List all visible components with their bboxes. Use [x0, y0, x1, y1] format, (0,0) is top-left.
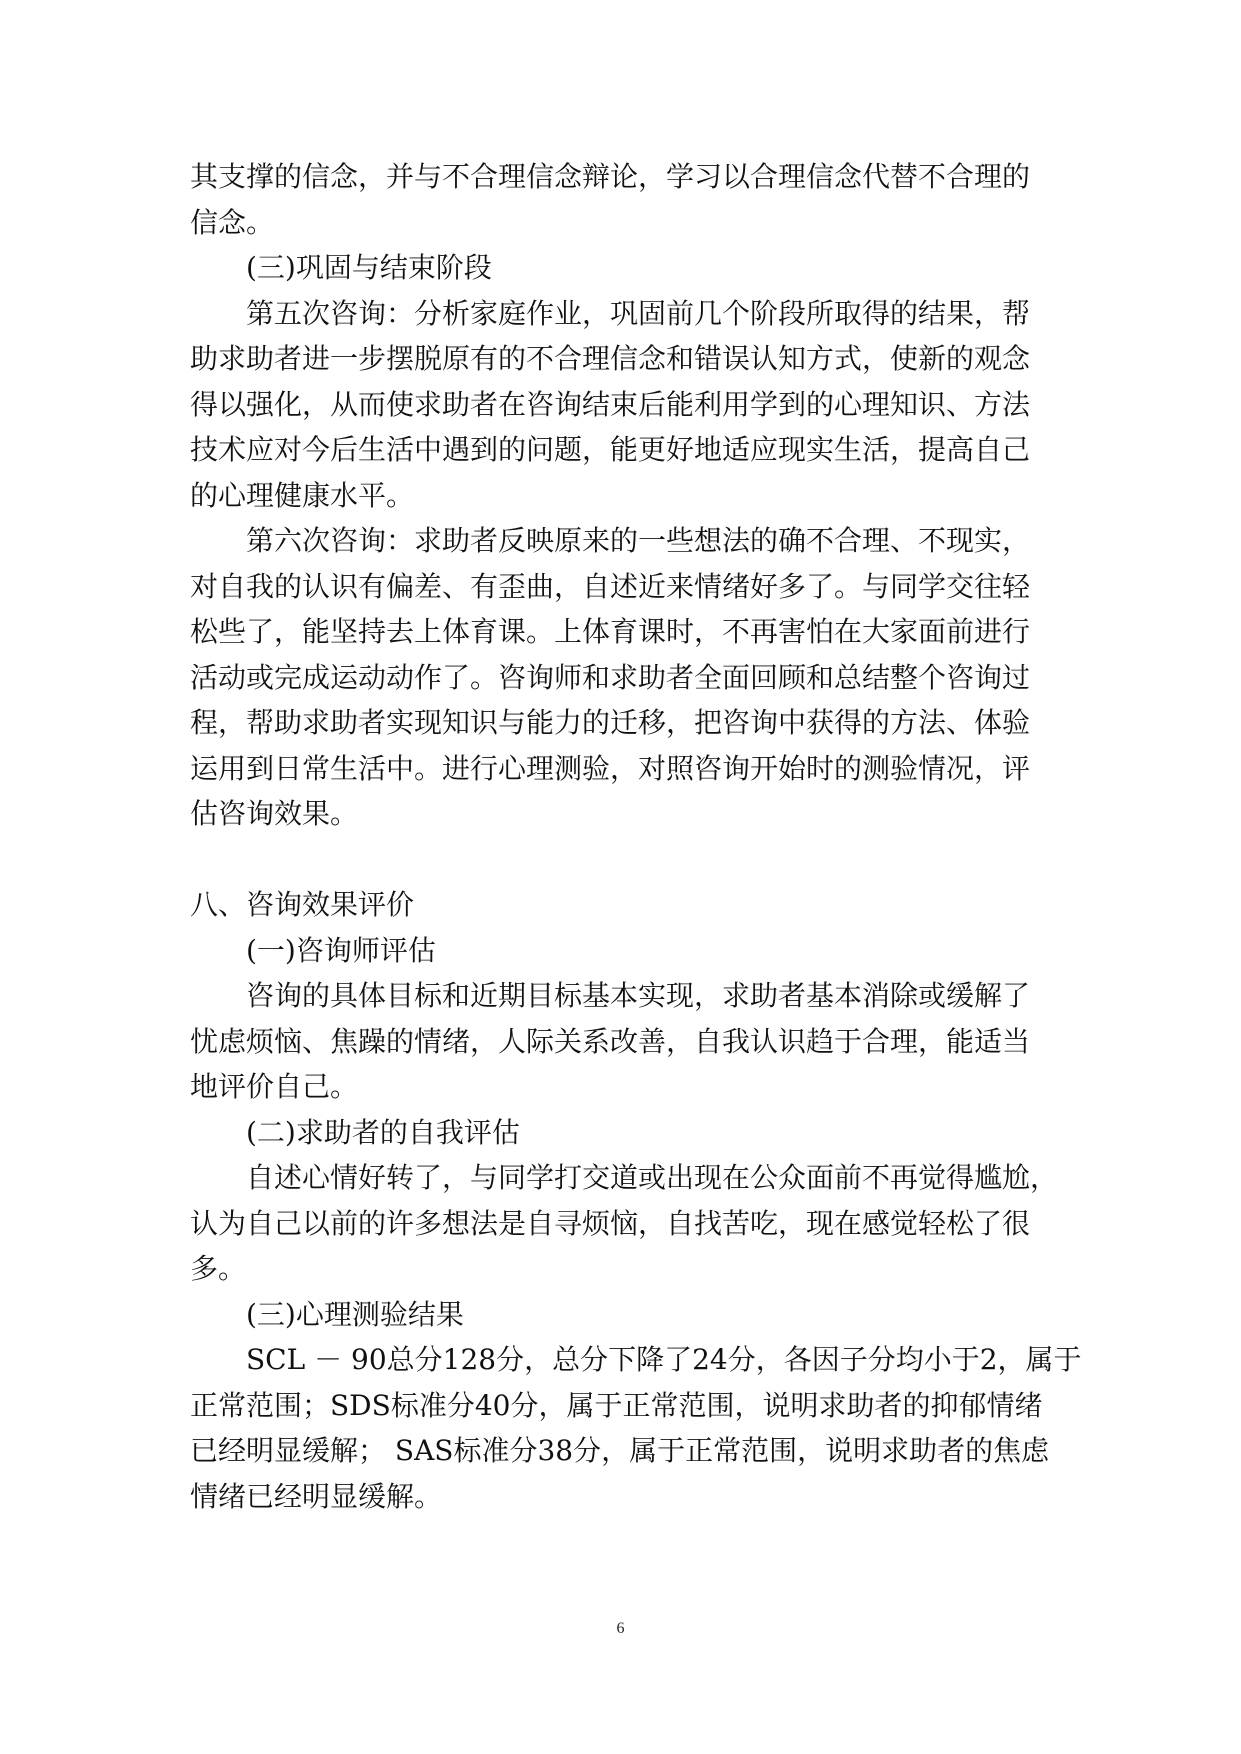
text-line: 第五次咨询：分析家庭作业，巩固前几个阶段所取得的结果，帮	[246, 296, 1031, 330]
text-line: 估咨询效果。	[190, 797, 359, 830]
text-line: 咨询的具体目标和近期目标基本实现，求助者基本消除或缓解了	[246, 979, 1031, 1012]
text-line: (一)咨询师评估	[246, 933, 436, 967]
text-line: (三)心理测验结果	[246, 1297, 464, 1331]
text-line: 已经明显缓解； SAS标准分38分，属于正常范围，说明求助者的焦虑	[190, 1434, 1050, 1467]
text-line: 的心理健康水平。	[190, 478, 415, 512]
text-line: (三)巩固与结束阶段	[246, 251, 492, 284]
text-line: 认为自己以前的许多想法是自寻烦恼，自找苦吃，现在感觉轻松了很	[190, 1206, 1031, 1240]
text-line: 松些了，能坚持去上体育课。上体育课时，不再害怕在大家面前进行	[190, 615, 1031, 648]
text-line: 正常范围；SDS标准分40分，属于正常范围，说明求助者的抑郁情绪	[190, 1388, 1043, 1422]
text-line: 活动或完成运动动作了。咨询师和求助者全面回顾和总结整个咨询过	[190, 660, 1031, 694]
text-line: 多。	[190, 1252, 247, 1285]
text-line: 情绪已经明显缓解。	[190, 1479, 443, 1513]
text-line: 忧虑烦恼、焦躁的情绪，人际关系改善，自我认识趋于合理，能适当	[190, 1024, 1031, 1058]
text-line: 对自我的认识有偏差、有歪曲，自述近来情绪好多了。与同学交往轻	[190, 569, 1031, 603]
page-number: 6	[616, 1620, 625, 1637]
text-line: 其支撑的信念，并与不合理信念辩论，学习以合理信念代替不合理的	[190, 160, 1031, 193]
text-line: 程，帮助求助者实现知识与能力的迁移，把咨询中获得的方法、体验	[190, 706, 1031, 739]
text-line: SCL － 90总分128分，总分下降了24分，各因子分均小于2，属于	[246, 1343, 1082, 1376]
text-line: 地评价自己。	[190, 1070, 359, 1103]
text-line: 八、咨询效果评价	[190, 888, 415, 921]
text-line: 自述心情好转了，与同学打交道或出现在公众面前不再觉得尴尬，	[246, 1161, 1059, 1194]
text-line: 运用到日常生活中。进行心理测验，对照咨询开始时的测验情况，评	[190, 751, 1031, 785]
text-line: 助求助者进一步摆脱原有的不合理信念和错误认知方式，使新的观念	[190, 342, 1031, 375]
text-line: (二)求助者的自我评估	[246, 1115, 520, 1149]
text-line: 得以强化，从而使求助者在咨询结束后能利用学到的心理知识、方法	[190, 387, 1031, 421]
text-line: 第六次咨询：求助者反映原来的一些想法的确不合理、不现实，	[246, 524, 1031, 557]
paragraph-gap	[190, 837, 1060, 883]
body-text	[190, 154, 1082, 1519]
text-line: 信念。	[190, 205, 275, 239]
text-line: 技术应对今后生活中遇到的问题，能更好地适应现实生活，提高自己	[190, 433, 1031, 466]
